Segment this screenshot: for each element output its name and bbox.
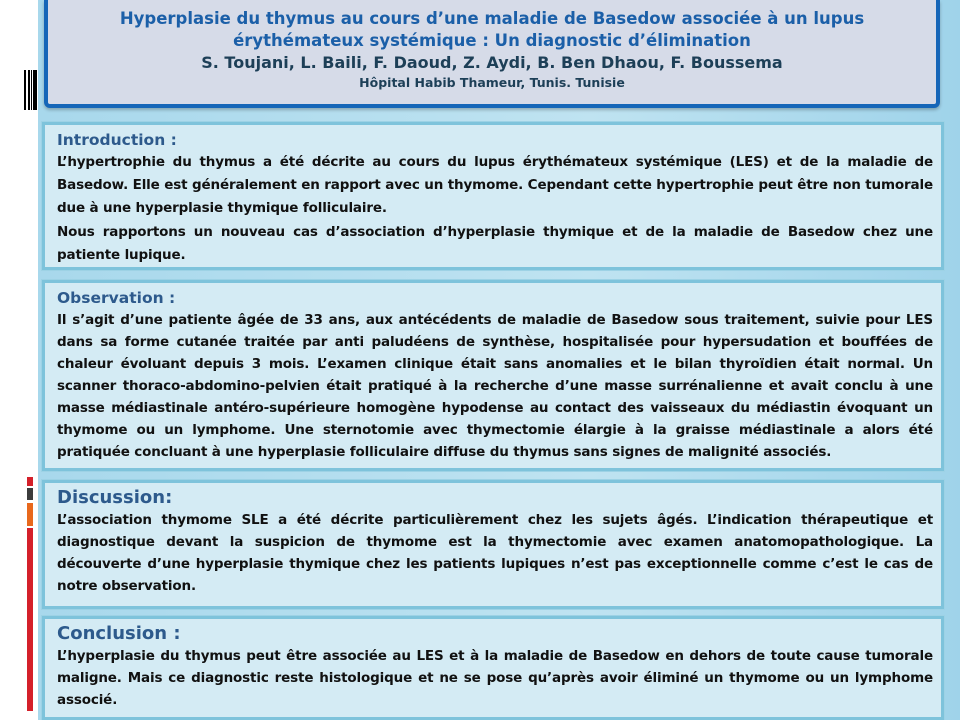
section-heading: Conclusion : [57,623,181,644]
affiliation-line: Hôpital Habib Thameur, Tunis. Tunisie [359,75,625,90]
section-heading: Observation : [57,289,176,307]
section-paragraph: L’association thymome SLE a été décrite particulièrement chez les sujets âgés. L’indication thérapeutique et diagnostique devant la suspicion de thymome est la thymectomie avec examen anatomopathologique. La découverte d’une hyperplasie thymique chez les patients lupiques n’est pas exceptionnelle comme c’est le cas de notre observation. [57,512,933,594]
section-observation [42,280,944,471]
poster-header [44,0,940,108]
section-paragraph: L’hypertrophie du thymus a été décrite au cours du lupus érythémateux systémique (LES) et de la maladie de Basedow. Elle est généralement en rapport avec un thymome. Cependant cette hypertrophie peut être non tumorale due à une hyperplasie thymique folliculaire. [57,154,933,217]
accent-bar-red-long [27,528,33,711]
accent-bar-gray [27,488,33,500]
section-discussion [42,480,944,609]
section-introduction [42,122,944,270]
section-heading: Introduction : [57,131,177,149]
section-paragraph: Il s’agit d’une patiente âgée de 33 ans, aux antécédents de maladie de Basedow sous traitement, suivie pour LES dans sa forme cutanée traitée par anti paludéens de synthèse, hospitalisée pour hypersudation et bouffées de chaleur évoluant depuis 3 mois. L’examen clinique était sans anomalies et le bilan thyroïdien était normal. Un scanner thoraco-abdomino-pelvien était pratiqué à la recherche d’une masse surrénalienne et avait conclu à une masse médiastinale antéro-supérieure homogène hypodense au contact des vaisseaux du médiastin évoquant un thymome ou un lymphome. Une sternotomie avec thymectomie élargie à la graisse médiastinale a alors été pratiquée concluant à une hyperplasie folliculaire diffuse du thymus sans signes de malignité associés. [57,312,933,460]
section-heading: Discussion: [57,487,173,508]
section-paragraph: Nous rapportons un nouveau cas d’association d’hyperplasie thymique et de la maladie de Basedow chez une patiente lupique. [57,223,933,263]
authors-line: S. Toujani, L. Baili, F. Daoud, Z. Aydi, B. Ben Dhaou, F. Boussema [201,53,783,72]
accent-bar-red-small [27,477,33,486]
poster-title: Hyperplasie du thymus au cours d’une maladie de Basedow associée à un lupus érythémateux systémique : Un diagnostic d’élimination [119,9,865,50]
section-paragraph: L’hyperplasie du thymus peut être associée au LES et à la maladie de Basedow en dehors de toute cause tumorale maligne. Mais ce diagnostic reste histologique et ne se pose qu’après avoir éliminé un thymome ou un lymphome associé. [57,648,933,708]
barcode-decoration [24,70,37,110]
accent-bar-orange [27,503,33,526]
section-conclusion [42,616,944,720]
